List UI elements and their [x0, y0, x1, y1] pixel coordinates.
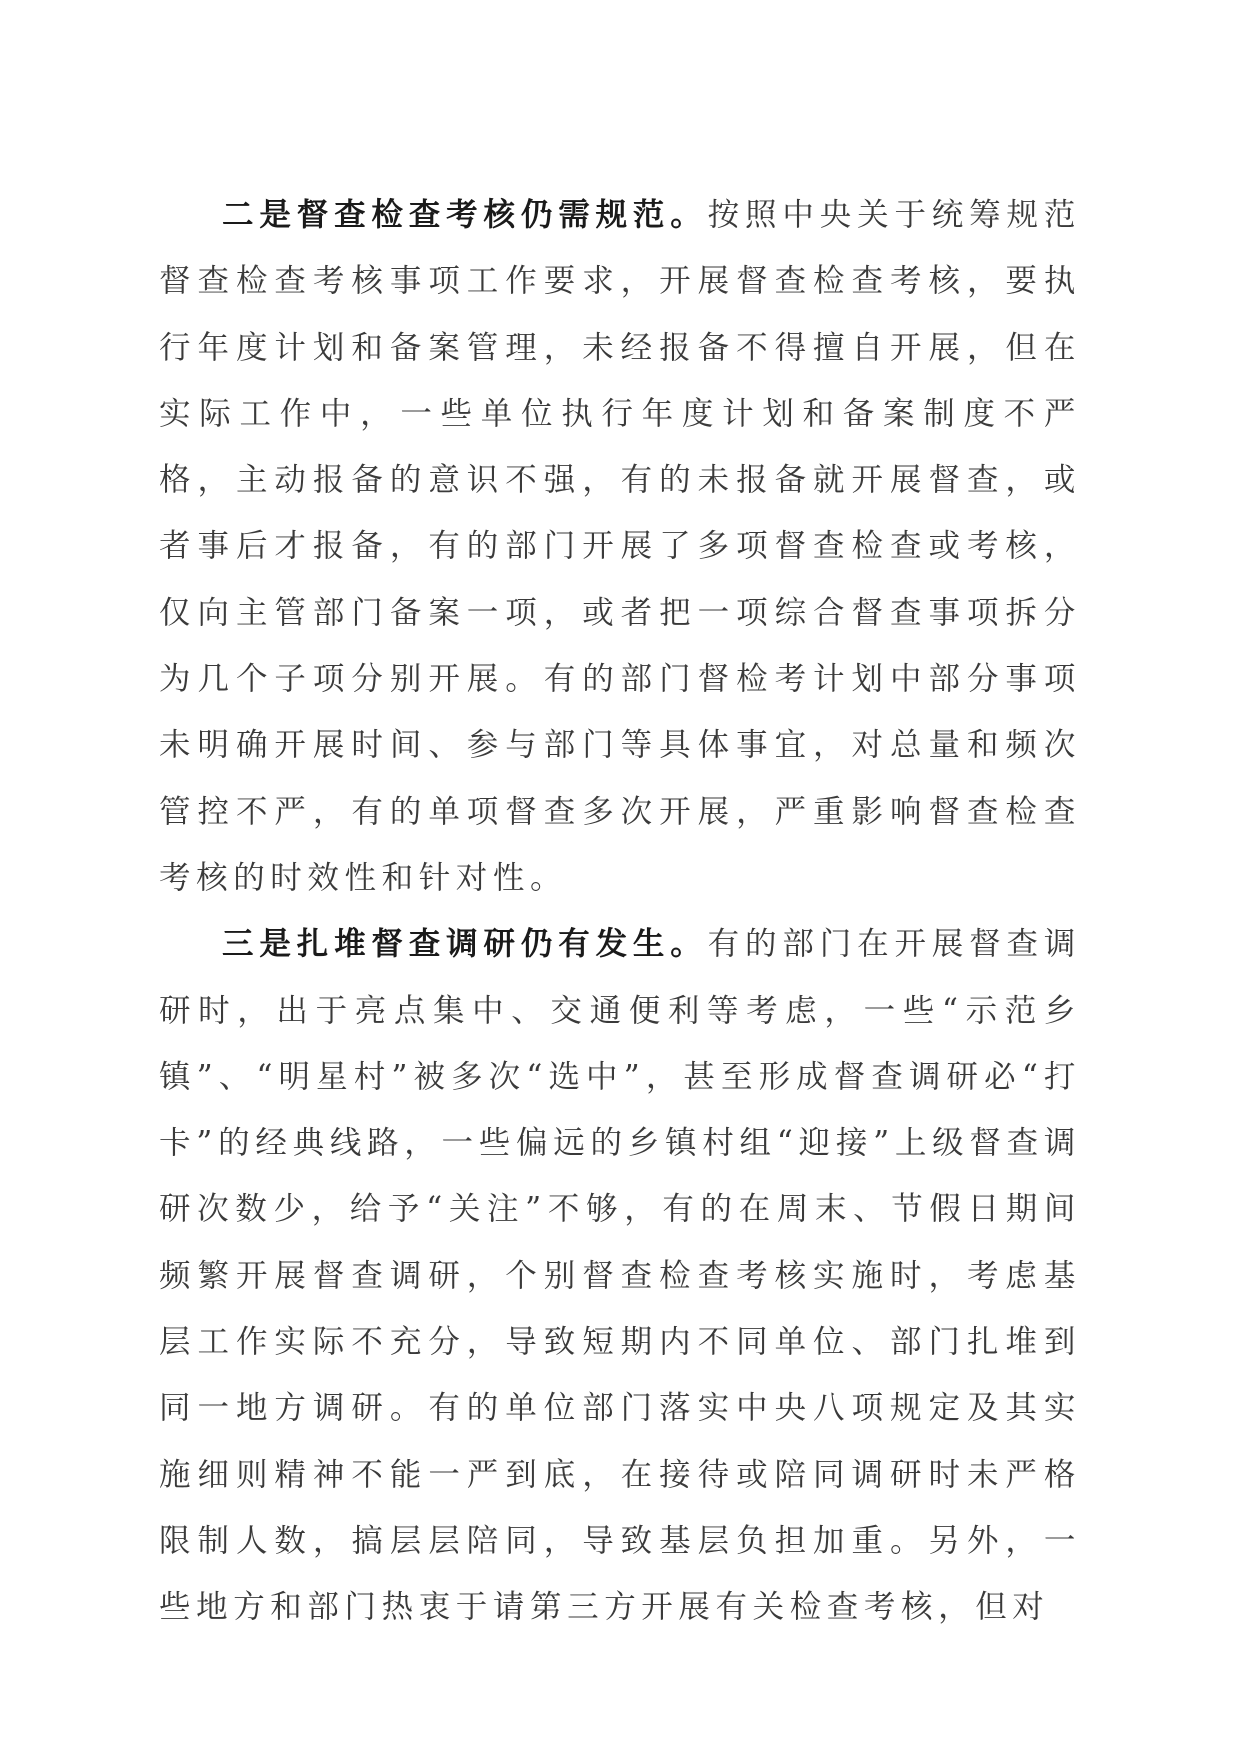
paragraph-concentrated-inspection: [159, 911, 1081, 1640]
paragraph-supervision-norms: [159, 182, 1081, 911]
paragraph-heading: 三是扎堆督查调研仍有发生。: [222, 926, 708, 963]
paragraph-heading: 二是督查检查考核仍需规范。: [222, 197, 708, 233]
paragraph-text: 按照中央关于统筹规范督查检查考核事项工作要求，开展督查检查考核，要执行年度计划和备案管理，未经报备不得擅自开展，但在实际工作中，一些单位执行年度计划和备案制度不严格，主动报备的意识不强，有的未报备就开展督查，或者事后才报备，有的部门开展了多项督查检查或考核，仅向主管部门备案一项，或者把一项综合督查事项拆分为几个子项分别开展。有的部门督检考计划中部分事项未明确开展时间、参与部门等具体事宜，对总量和频次管控不严，有的单项督查多次开展，严重影响督查检查考核的时效性和针对性。: [159, 197, 1081, 896]
document-body: [159, 182, 1081, 1641]
paragraph-text: 有的部门在开展督查调研时，出于亮点集中、交通便利等考虑，一些“示范乡镇”、“明星村”被多次“选中”，甚至形成督查调研必“打卡”的经典线路，一些偏远的乡镇村组“迎接”上级督查调研次数少，给予“关注”不够，有的在周末、节假日期间频繁开展督查调研，个别督查检查考核实施时，考虑基层工作实际不充分，导致短期内不同单位、部门扎堆到同一地方调研。有的单位部门落实中央八项规定及其实施细则精神不能一严到底，在接待或陪同调研时未严格限制人数，搞层层陪同，导致基层负担加重。另外，一些地方和部门热衷于请第三方开展有关检查考核，但对: [159, 926, 1081, 1626]
